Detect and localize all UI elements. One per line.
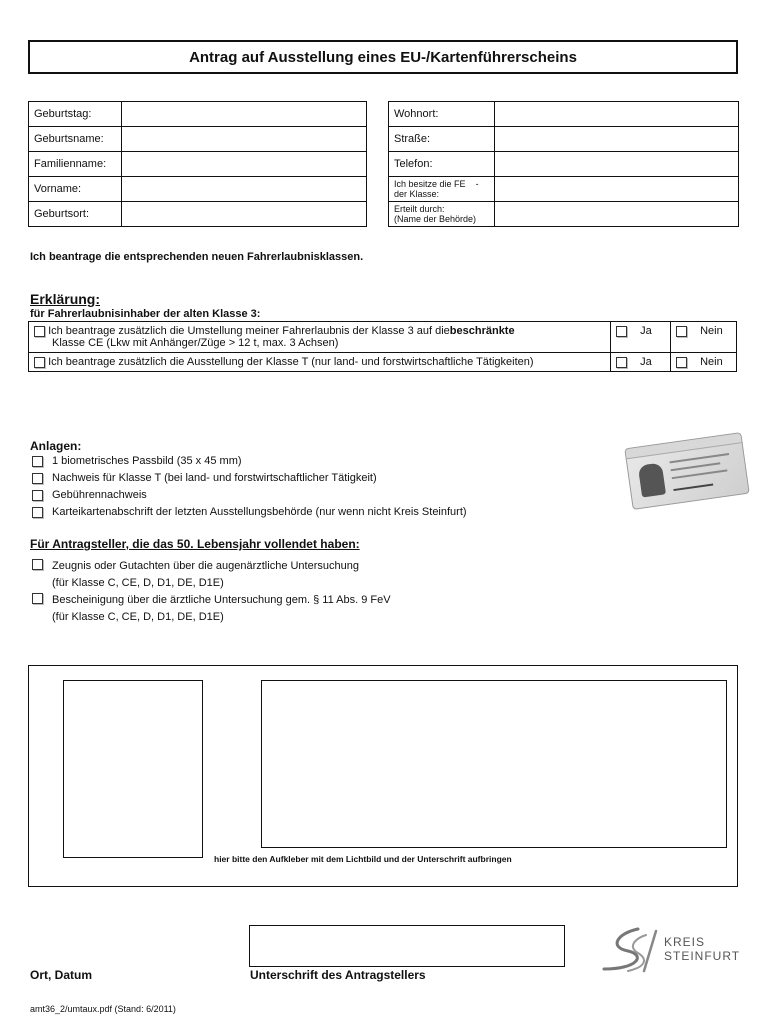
footer-text: amt36_2/umtaux.pdf (Stand: 6/2011)	[30, 1004, 176, 1014]
checkbox-klasse-t[interactable]	[34, 357, 45, 368]
attachments-heading: Anlagen:	[30, 439, 82, 453]
familienname-input[interactable]	[122, 152, 367, 177]
telefon-input[interactable]	[495, 152, 739, 177]
over50-item2: Bescheinigung über die ärztliche Untersuchung gem. § 11 Abs. 9 FeV	[52, 594, 391, 606]
license-card-line	[672, 469, 728, 479]
driving-license-card-image	[624, 432, 749, 510]
attachment-label: 1 biometrisches Passbild (35 x 45 mm)	[52, 455, 242, 467]
checkbox-nein-ce[interactable]	[676, 326, 687, 337]
kreis-steinfurt-logo	[598, 925, 748, 975]
license-card-line	[671, 462, 721, 471]
checkbox-augenaerztlich[interactable]	[32, 559, 43, 570]
kreis-steinfurt-logo-mark	[598, 925, 668, 975]
attachment-item	[32, 455, 242, 467]
over50-item1-sub: (für Klasse C, CE, D, D1, DE, D1E)	[52, 577, 224, 589]
option-nein-t	[671, 353, 737, 372]
label-ja-ce: Ja	[640, 325, 652, 337]
fe-label-line2: der Klasse:	[394, 189, 440, 199]
logo-line2: STEINFURT	[664, 949, 741, 963]
field-label-erteilt	[389, 202, 495, 227]
checkbox-gebuehren[interactable]	[32, 490, 43, 501]
vorname-input[interactable]	[122, 177, 367, 202]
license-card-signature	[673, 484, 713, 492]
declaration-row-ce	[29, 322, 737, 353]
over50-heading: Für Antragsteller, die das 50. Lebensjahr vollendet haben:	[30, 537, 360, 551]
field-label-geburtstag: Geburtstag:	[29, 102, 122, 127]
ort-datum-label: Ort, Datum	[30, 968, 93, 982]
over50-item-text	[52, 592, 391, 626]
over50-item	[32, 592, 391, 626]
fe-klasse-input[interactable]	[495, 177, 739, 202]
logo-text	[664, 935, 740, 963]
geburtsname-input[interactable]	[122, 127, 367, 152]
checkbox-ja-t[interactable]	[616, 357, 627, 368]
signature-label: Unterschrift des Antragstellers	[250, 968, 426, 982]
logo-line1: KREIS	[664, 935, 706, 949]
declaration-subheading: für Fahrerlaubnisinhaber der alten Klasse 3:	[30, 308, 261, 320]
checkbox-karteikarte[interactable]	[32, 507, 43, 518]
attachment-item	[32, 506, 467, 518]
signature-sticker-box[interactable]	[261, 680, 727, 848]
checkbox-ja-ce[interactable]	[616, 326, 627, 337]
declaration-heading: Erklärung:	[30, 291, 101, 307]
field-label-wohnort: Wohnort:	[389, 102, 495, 127]
field-label-strasse: Straße:	[389, 127, 495, 152]
over50-item	[32, 558, 359, 592]
geburtsort-input[interactable]	[122, 202, 367, 227]
over50-item1: Zeugnis oder Gutachten über die augenärztliche Untersuchung	[52, 560, 359, 572]
license-card-line	[669, 453, 729, 463]
checkbox-umstellung-ce[interactable]	[34, 326, 45, 337]
checkbox-nein-t[interactable]	[676, 357, 687, 368]
checkbox-aerztlich[interactable]	[32, 593, 43, 604]
label-nein-ce: Nein	[700, 325, 723, 337]
erteilt-label-line1: Erteilt durch:	[394, 204, 445, 214]
fe-label-dash: -	[475, 179, 479, 189]
declaration-ce-part1: Ich beantrage zusätzlich die Umstellung meiner Fahrerlaubnis der Klasse 3 auf die	[48, 325, 450, 337]
checkbox-nachweis-t[interactable]	[32, 473, 43, 484]
declaration-text-t	[29, 353, 611, 372]
option-nein-ce	[671, 322, 737, 353]
label-nein-t: Nein	[700, 356, 723, 368]
strasse-input[interactable]	[495, 127, 739, 152]
declaration-text-ce	[29, 322, 611, 353]
option-ja-ce	[611, 322, 671, 353]
field-label-vorname: Vorname:	[29, 177, 122, 202]
attachment-label: Nachweis für Klasse T (bei land- und forstwirtschaftlicher Tätigkeit)	[52, 472, 377, 484]
personal-data-table	[28, 101, 367, 227]
sticker-caption: hier bitte den Aufkleber mit dem Lichtbild und der Unterschrift aufbringen	[214, 854, 512, 864]
behoerde-input[interactable]	[495, 202, 739, 227]
field-label-familienname: Familienname:	[29, 152, 122, 177]
label-ja-t: Ja	[640, 356, 652, 368]
declaration-ce-bold: beschränkte	[449, 325, 515, 337]
signature-input[interactable]	[249, 925, 565, 967]
declaration-ce-line2: Klasse CE (Lkw mit Anhänger/Züge > 12 t, max. 3 Achsen)	[52, 337, 339, 349]
photo-box[interactable]	[63, 680, 203, 858]
fe-label-line1: Ich besitze die FE	[394, 179, 466, 189]
geburtstag-input[interactable]	[122, 102, 367, 127]
erteilt-label-line2: (Name der Behörde)	[394, 214, 477, 224]
declaration-row-t	[29, 353, 737, 372]
declaration-table	[28, 321, 737, 372]
attachment-label: Gebührennachweis	[52, 489, 147, 501]
attachment-item	[32, 472, 377, 484]
attachment-label: Karteikartenabschrift der letzten Ausstellungsbehörde (nur wenn nicht Kreis Steinfurt)	[52, 506, 467, 518]
checkbox-passbild[interactable]	[32, 456, 43, 467]
option-ja-t	[611, 353, 671, 372]
address-data-table	[388, 101, 739, 227]
attachment-item	[32, 489, 147, 501]
field-label-geburtsname: Geburtsname:	[29, 127, 122, 152]
title-box	[28, 40, 738, 74]
form-title: Antrag auf Ausstellung eines EU-/Kartenführerscheins	[189, 48, 577, 66]
field-label-telefon: Telefon:	[389, 152, 495, 177]
license-card-portrait	[638, 462, 666, 497]
over50-item-text	[52, 558, 359, 592]
field-label-fe-klasse	[389, 177, 495, 202]
field-label-geburtsort: Geburtsort:	[29, 202, 122, 227]
wohnort-input[interactable]	[495, 102, 739, 127]
declaration-t-text: Ich beantrage zusätzlich die Ausstellung der Klasse T (nur land- und forstwirtschaftliche Tätigkeiten)	[48, 356, 534, 368]
request-sentence: Ich beantrage die entsprechenden neuen Fahrerlaubnisklassen.	[30, 251, 364, 263]
over50-item2-sub: (für Klasse C, CE, D, D1, DE, D1E)	[52, 611, 224, 623]
